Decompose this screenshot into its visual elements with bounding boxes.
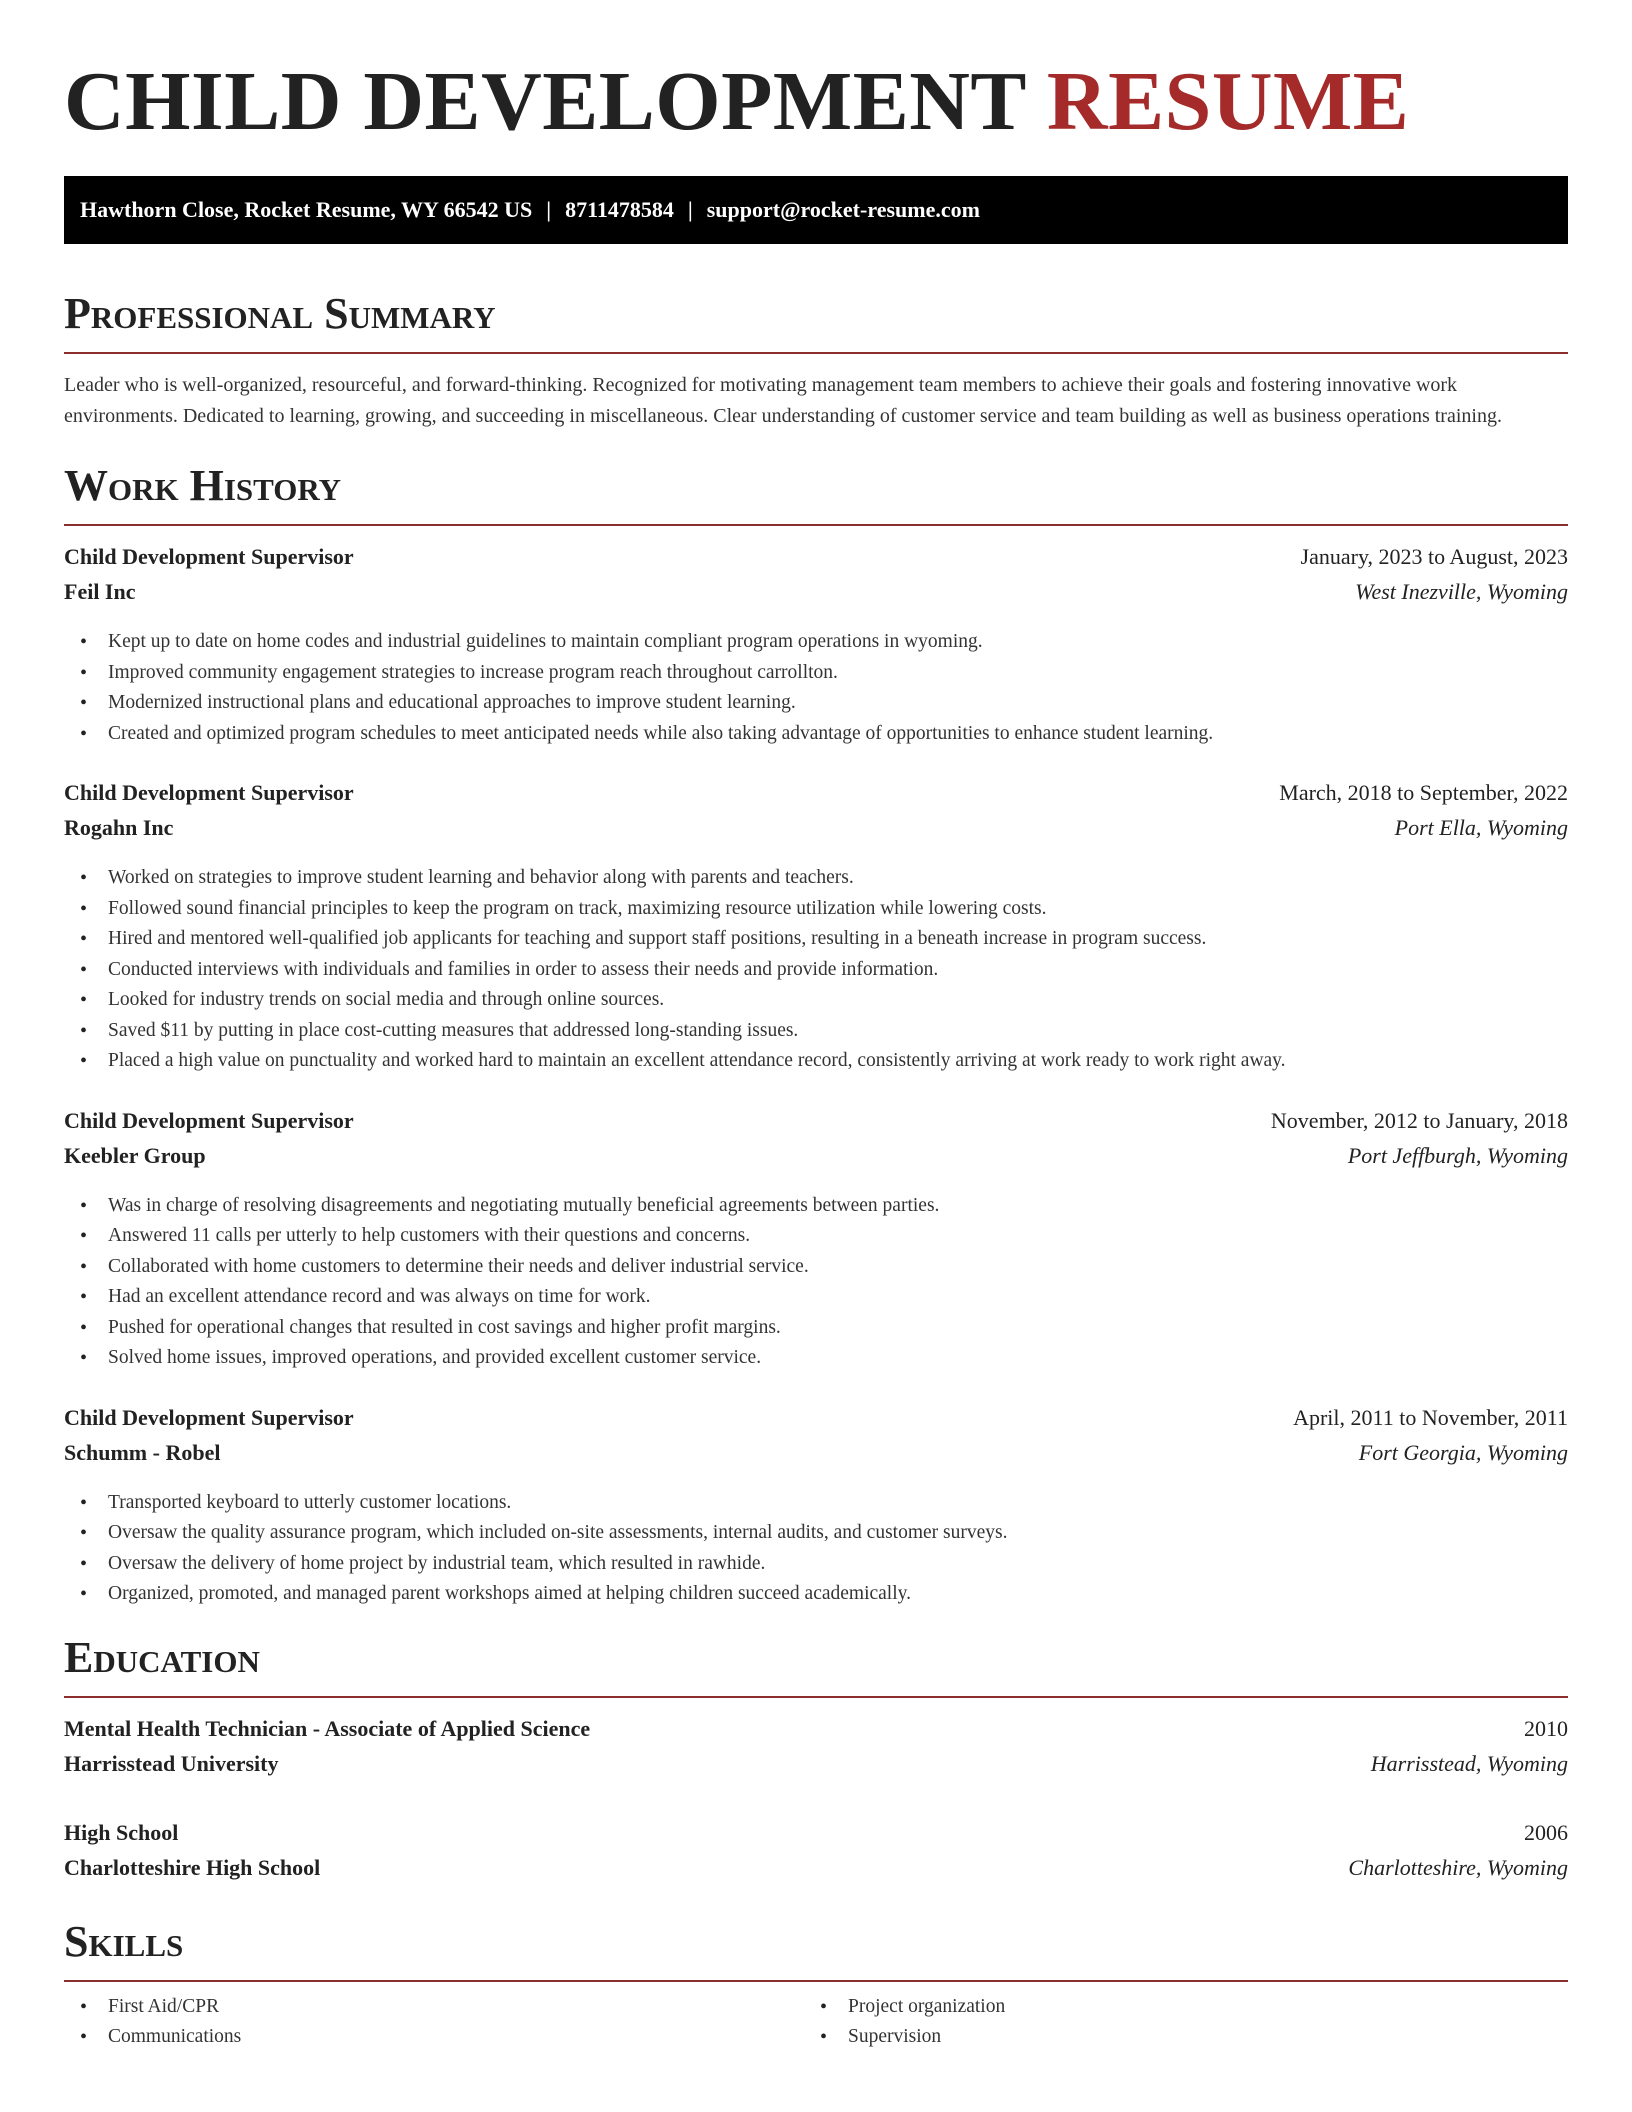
job-company: Schumm - Robel bbox=[64, 1439, 221, 1465]
skills-heading: Skills bbox=[64, 1916, 1568, 1982]
job-bullet: • Improved community engagement strategies to increase program reach throughout carrollton. bbox=[64, 658, 1568, 689]
job-bullet: • Solved home issues, improved operations, and provided excellent customer service. bbox=[64, 1343, 1568, 1374]
job-bullet: • Hired and mentored well-qualified job applicants for teaching and support staff positions, resulting in a beneath increase in program success. bbox=[64, 924, 1568, 955]
job-bullets bbox=[64, 863, 1568, 1077]
contact-email: support@rocket-resume.com bbox=[706, 197, 980, 222]
skill-item: • Project organization bbox=[804, 1992, 1544, 2023]
contact-separator: | bbox=[546, 197, 552, 222]
job-bullet: • Conducted interviews with individuals and families in order to assess their needs and provide information. bbox=[64, 955, 1568, 986]
job-dates: November, 2012 to January, 2018 bbox=[1270, 1107, 1568, 1133]
skill-item: • First Aid/CPR bbox=[64, 1992, 804, 2023]
job-company: Feil Inc bbox=[64, 579, 136, 604]
education-entry bbox=[64, 1716, 1568, 1786]
skill-item: • Supervision bbox=[804, 2022, 1544, 2053]
education-location: Harrisstead, Wyoming bbox=[1370, 1750, 1568, 1776]
job-location: Port Ella, Wyoming bbox=[1394, 815, 1568, 840]
job-bullet: • Oversaw the quality assurance program, which included on-site assessments, internal audits, and customer surveys. bbox=[64, 1518, 1568, 1549]
skill-item: • Communications bbox=[64, 2022, 804, 2053]
job-entry bbox=[64, 1108, 1568, 1374]
education-school-row bbox=[64, 1751, 1568, 1786]
job-header-row bbox=[64, 1108, 1568, 1143]
work-history-heading: Work History bbox=[64, 460, 1568, 526]
job-title: Child Development Supervisor bbox=[64, 780, 354, 805]
education-school: Harrisstead University bbox=[64, 1750, 279, 1776]
education-degree-row bbox=[64, 1716, 1568, 1751]
skills-section bbox=[64, 1916, 1568, 2053]
job-title: Child Development Supervisor bbox=[64, 1107, 354, 1133]
job-company: Keebler Group bbox=[64, 1142, 206, 1168]
job-header-row bbox=[64, 544, 1568, 579]
contact-separator: | bbox=[687, 197, 693, 222]
job-bullet: • Worked on strategies to improve student learning and behavior along with parents and teachers. bbox=[64, 863, 1568, 894]
resume-page bbox=[64, 0, 1568, 2053]
job-bullet: • Answered 11 calls per utterly to help customers with their questions and concerns. bbox=[64, 1221, 1568, 1252]
job-location: West Inezville, Wyoming bbox=[1355, 579, 1568, 604]
job-bullet: • Pushed for operational changes that resulted in cost savings and higher profit margins. bbox=[64, 1313, 1568, 1344]
summary-section bbox=[64, 288, 1568, 432]
job-bullet: • Saved $11 by putting in place cost-cutting measures that addressed long-standing issues. bbox=[64, 1016, 1568, 1047]
job-bullet: • Looked for industry trends on social media and through online sources. bbox=[64, 985, 1568, 1016]
job-bullets bbox=[64, 627, 1568, 749]
job-header-row bbox=[64, 1405, 1568, 1440]
job-bullet: • Placed a high value on punctuality and worked hard to maintain an excellent attendance record, consistently arriving at work ready to work right away. bbox=[64, 1046, 1568, 1077]
skills-grid bbox=[64, 1992, 1568, 2053]
job-title: Child Development Supervisor bbox=[64, 544, 354, 569]
education-degree: Mental Health Technician - Associate of Applied Science bbox=[64, 1715, 591, 1741]
job-bullet: • Organized, promoted, and managed parent workshops aimed at helping children succeed academically. bbox=[64, 1579, 1568, 1610]
education-school: Charlotteshire High School bbox=[64, 1854, 321, 1880]
work-history-section bbox=[64, 460, 1568, 1610]
job-header-row bbox=[64, 780, 1568, 815]
education-entry bbox=[64, 1820, 1568, 1890]
education-heading: Education bbox=[64, 1632, 1568, 1698]
job-bullet: • Collaborated with home customers to determine their needs and deliver industrial service. bbox=[64, 1252, 1568, 1283]
resume-title bbox=[64, 0, 1568, 164]
job-title: Child Development Supervisor bbox=[64, 1404, 354, 1430]
job-entry bbox=[64, 544, 1568, 749]
job-dates: January, 2023 to August, 2023 bbox=[1300, 544, 1568, 569]
job-company: Rogahn Inc bbox=[64, 815, 174, 840]
job-company-row bbox=[64, 579, 1568, 614]
education-year: 2010 bbox=[1524, 1715, 1568, 1741]
education-section bbox=[64, 1632, 1568, 1890]
job-bullet: • Followed sound financial principles to keep the program on track, maximizing resource utilization while lowering costs. bbox=[64, 894, 1568, 925]
contact-address: Hawthorn Close, Rocket Resume, WY 66542 US bbox=[80, 197, 533, 222]
job-dates: March, 2018 to September, 2022 bbox=[1279, 780, 1568, 805]
title-accent: RESUME bbox=[1046, 55, 1410, 148]
job-bullets bbox=[64, 1488, 1568, 1610]
job-bullet: • Transported keyboard to utterly customer locations. bbox=[64, 1488, 1568, 1519]
job-bullet: • Created and optimized program schedules to meet anticipated needs while also taking advantage of opportunities to enhance student learning. bbox=[64, 719, 1568, 750]
job-entry bbox=[64, 780, 1568, 1077]
job-company-row bbox=[64, 1143, 1568, 1178]
job-bullet: • Kept up to date on home codes and industrial guidelines to maintain compliant program operations in wyoming. bbox=[64, 627, 1568, 658]
job-bullet: • Had an excellent attendance record and was always on time for work. bbox=[64, 1282, 1568, 1313]
education-degree-row bbox=[64, 1820, 1568, 1855]
job-bullets bbox=[64, 1191, 1568, 1374]
job-bullet: • Oversaw the delivery of home project by industrial team, which resulted in rawhide. bbox=[64, 1549, 1568, 1580]
education-degree: High School bbox=[64, 1819, 179, 1845]
summary-text: Leader who is well-organized, resourceful, and forward-thinking. Recognized for motivating management team members to achieve their goals and fostering innovative work environments. Dedicated to learning, growing, and succeeding in miscellaneous. Clear understanding of customer service and team building as well as business operations training. bbox=[64, 374, 1502, 427]
job-bullet: • Modernized instructional plans and educational approaches to improve student learning. bbox=[64, 688, 1568, 719]
skills-list-right bbox=[804, 1992, 1544, 2053]
contact-phone: 8711478584 bbox=[565, 197, 674, 222]
job-entry bbox=[64, 1405, 1568, 1610]
education-year: 2006 bbox=[1524, 1819, 1568, 1845]
job-location: Fort Georgia, Wyoming bbox=[1358, 1439, 1568, 1465]
summary-heading: Professional Summary bbox=[64, 288, 1568, 354]
education-location: Charlotteshire, Wyoming bbox=[1348, 1854, 1568, 1880]
contact-bar bbox=[64, 176, 1568, 244]
title-main: CHILD DEVELOPMENT bbox=[64, 55, 1026, 148]
education-school-row bbox=[64, 1855, 1568, 1890]
job-dates: April, 2011 to November, 2011 bbox=[1293, 1404, 1568, 1430]
job-company-row bbox=[64, 1440, 1568, 1475]
job-location: Port Jeffburgh, Wyoming bbox=[1347, 1142, 1568, 1168]
job-bullet: • Was in charge of resolving disagreements and negotiating mutually beneficial agreements between parties. bbox=[64, 1191, 1568, 1222]
job-company-row bbox=[64, 815, 1568, 850]
skills-list-left bbox=[64, 1992, 804, 2053]
